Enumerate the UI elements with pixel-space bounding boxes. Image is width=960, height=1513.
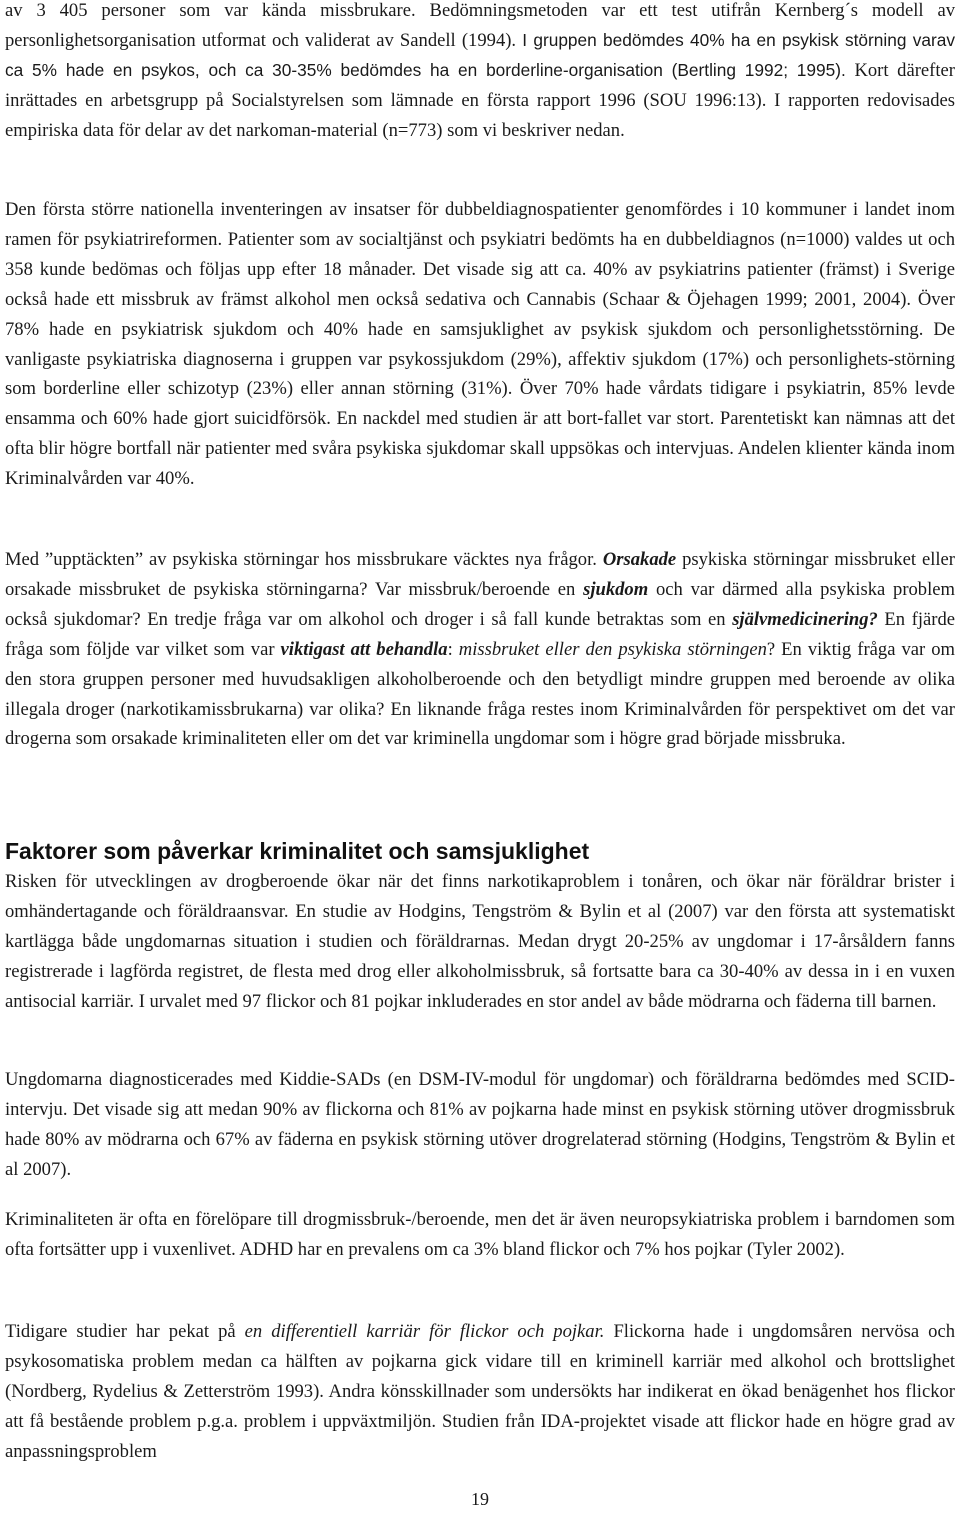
text-run: En fjärde fråga som följde var vilket som var: [5, 608, 955, 660]
italic-missbruket: missbruket eller den psykiska störningen: [458, 638, 767, 660]
paragraph-fragor: [5, 545, 955, 754]
section-heading: Faktorer som påverkar kriminalitet och samsjuklighet: [5, 838, 590, 864]
paragraph-risken: Risken för utvecklingen av drogberoende ökar när det finns narkotikaproblem i tonåren, och ökar när föräldrar brister i omhändertagande och föräldraansvar. En studie av Hodgins, Tengström & Bylin et al (2007) var den första att systematiskt kartlägga både ungdomarnas situation i studien och föräldrarnas. Medan drygt 20-25% av ungdomar i 17-årsåldern fanns registrerade i lagförda registret, de flesta med drog eller alkoholmissbruk, så fortsatte bara ca 30-40% av dessa in i en vuxen antisocial karriär. I urvalet med 97 flickor och 81 pojkar inkluderades en stor andel av både mödrarna och fäderna till barnen.: [5, 871, 955, 1012]
paragraph-bertling: [5, 0, 955, 146]
text-run: ? En viktig fråga var om den stora gruppen personer med huvudsakligen alkoholberoende och den betydligt mindre gruppen med beroende av olika illegala droger (narkotikamissbrukarna) var olika? En liknande fråga restes inom Kriminalvården för perspektivet om det var drogerna som orsakade kriminaliteten eller om det var kriminella ungdomar som i högre grad började missbruka.: [5, 638, 955, 750]
text-run: psykiska störningar missbruket eller orsakade missbruket de psykiska störningarna? Var missbruk/beroende en: [5, 549, 955, 600]
emphasis-sjukdom: sjukdom: [583, 578, 649, 600]
page-number: 19: [471, 1489, 489, 1509]
emphasis-sjalvmedicinering: självmedicinering?: [732, 608, 878, 630]
text-run: Flickorna hade i ungdomsåren nervösa och psykosomatiska problem medan ca hälften av pojkarna gick vidare till en kriminell karriär med alkohol och brottslighet (Nordberg, Rydelius & Zetterström 1993). Andra könsskillnader som undersökts har indikerat en ökad benägenhet hos flickor att få bestående problem p.g.a. problem i uppväxtmiljön. Studien från IDA-projektet visade att flickor hade en högre grad av anpassningsproblem: [5, 1321, 956, 1462]
emphasis-orsakade: Orsakade: [602, 549, 677, 570]
paragraph-tidigare-studier: [5, 1317, 955, 1467]
text-run: :: [447, 638, 459, 660]
paragraph-inventering: Den första större nationella inventeringen av insatser för dubbeldiagnospatienter genomfördes i 10 kommuner i landet inom ramen för psykiatrireformen. Patienter som av socialtjänst och psykiatri bedömts ha en dubbeldiagnos (n=1000) valdes ut och 358 kunde bedömas och följas upp efter 18 månader. Det visade sig att ca. 40% av psykiatrins patienter (främst) i Sverige också hade ett missbruk av främst alkohol men också sedativa och Cannabis (Schaar & Öjehagen 1999; 2001, 2004). Över 78% hade en psykiatrisk sjukdom och 40% hade en samsjuklighet av psykisk sjukdom och personlighetsstörning. De vanligaste psykiatriska diagnoserna i gruppen var psykossjukdom (29%), affektiv sjukdom (17%) och personlighets-störning som borderline eller schizotyp (23%) eller annan störning (31%). Över 70% hade vårdats tidigare i psykiatrin, 85% levde ensamma och 60% hade gjort suicidförsök. En nackdel med studien är att bort-fallet var stort. Parentetiskt kan nämnas att det ofta blir högre bortfall när patienter med svåra psykiska sjukdomar skall uppsökas och intervjuas. Andelen klienter kända inom Kriminalvården var 40%.: [5, 199, 955, 490]
paragraph-kriminaliteten: Kriminaliteten är ofta en förelöpare till drogmissbruk-/beroende, men det är även neuropsykiatriska problem i barndomen som ofta fortsätter upp i vuxenlivet. ADHD har en prevalens om ca 3% bland flickor och 7% hos pojkar (Tyler 2002).: [5, 1209, 955, 1260]
text-run: Kort därefter inrättades en arbetsgrupp på Socialstyrelsen som lämnade en första rapport 1996 (SOU 1996:13).: [5, 59, 955, 111]
emphasis-viktigast: viktigast att behandla: [280, 638, 448, 660]
text-run: och var därmed alla psykiska problem också sjukdomar? En tredje fråga var om alkohol och droger i så fall kunde betraktas som en: [5, 578, 955, 630]
italic-differentiell: en differentiell karriär för flickor och pojkar.: [244, 1321, 605, 1342]
text-run: av 3 405 personer som var kända missbrukare. Bedömningsmetoden var ett test utifrån Kernberg´s modell av personlighetsorganisation utformat och validerat av Sandell (1994).: [5, 0, 955, 51]
text-run: Tidigare studier har pekat på: [5, 1321, 245, 1342]
paragraph-ungdomarna: Ungdomarna diagnosticerades med Kiddie-SADs (en DSM-IV-modul för ungdomar) och föräldrarna bedömdes med SCID-intervju. Det visade sig att medan 90% av flickorna och 81% av pojkarna hade minst en psykisk störning utöver drogmissbruk hade 80% av mödrarna och 67% av fäderna en psykisk störning utöver drogrelaterad störning (Hodgins, Tengström & Bylin et al 2007).: [5, 1069, 955, 1180]
text-run-sans: I gruppen bedömdes 40% ha en psykisk störning varav ca 5% hade en psykos, och ca 30-35% bedömdes ha en borderline-organisation (Bertling 1992; 1995).: [5, 29, 955, 80]
text-run: I rapporten redovisades empiriska data för delar av det narkoman-material (n=773) som vi beskriver nedan.: [5, 89, 955, 141]
text-run: Med ”upptäckten” av psykiska störningar hos missbrukare väcktes nya frågor.: [5, 549, 603, 570]
